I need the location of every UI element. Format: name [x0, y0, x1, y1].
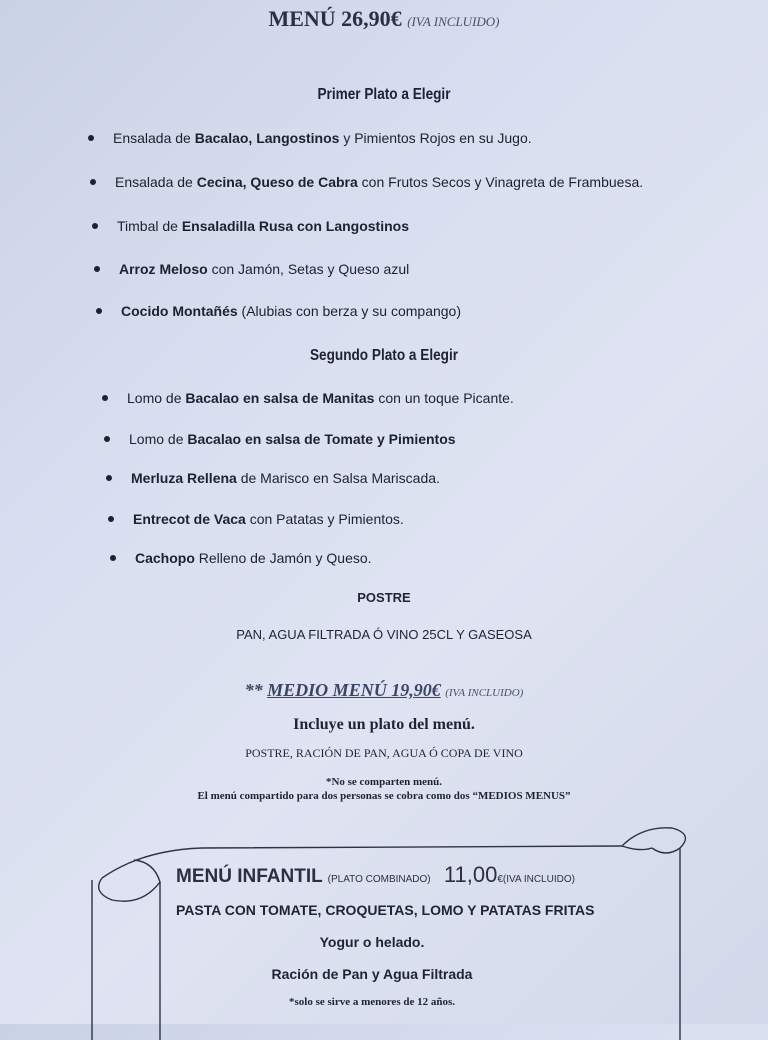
list-item: Arroz Meloso con Jamón, Setas y Queso azul	[94, 261, 409, 277]
menu-iva-note: (IVA INCLUIDO)	[407, 14, 500, 29]
bullet-icon	[110, 555, 116, 561]
list-item: Cocido Montañés (Alubias con berza y su compango)	[96, 303, 461, 319]
infantil-line-3: Ración de Pan y Agua Filtrada	[271, 966, 473, 982]
primer-plato-heading: Primer Plato a Elegir	[317, 86, 451, 103]
medio-line-3: *No se comparten menú.	[325, 776, 443, 788]
medio-menu-title	[0, 680, 768, 701]
menu-infantil-box	[92, 850, 678, 1040]
bullet-icon	[92, 223, 98, 229]
infantil-iva-note: €(IVA INCLUIDO)	[497, 874, 575, 885]
infantil-line-2: Yogur o helado.	[319, 934, 425, 950]
infantil-heading: MENÚ INFANTIL	[176, 866, 323, 887]
list-item: Cachopo Relleno de Jamón y Queso.	[110, 550, 372, 566]
menu-title	[0, 6, 768, 32]
medio-prefix: **	[244, 680, 268, 700]
bullet-icon	[94, 266, 100, 272]
segundo-plato-heading: Segundo Plato a Elegir	[309, 347, 459, 364]
medio-iva-note: (IVA INCLUIDO)	[445, 687, 524, 699]
bullet-icon	[104, 436, 110, 442]
list-item: Ensalada de Bacalao, Langostinos y Pimientos Rojos en su Jugo.	[88, 130, 532, 146]
medio-line-1: Incluye un plato del menú.	[293, 716, 475, 733]
bullet-icon	[88, 135, 94, 141]
list-item: Ensalada de Cecina, Queso de Cabra con Frutos Secos y Vinagreta de Frambuesa.	[90, 174, 643, 190]
bullet-icon	[108, 516, 114, 522]
infantil-subtitle: (PLATO COMBINADO)	[327, 874, 431, 885]
infantil-price: 11,00	[443, 862, 498, 887]
medio-line-4: El menú compartido para dos personas se cobra como dos “MEDIOS MENUS”	[197, 790, 571, 802]
infantil-line-4: *solo se sirve a menores de 12 años.	[288, 996, 455, 1008]
postre-heading: POSTRE	[357, 590, 411, 605]
list-item: Lomo de Bacalao en salsa de Tomate y Pimientos	[104, 431, 456, 447]
menu-price-title: MENÚ 26,90€	[268, 6, 402, 31]
list-item: Entrecot de Vaca con Patatas y Pimientos.	[108, 511, 404, 527]
bullet-icon	[90, 179, 96, 185]
list-item: Lomo de Bacalao en salsa de Manitas con un toque Picante.	[102, 390, 514, 406]
bullet-icon	[96, 308, 102, 314]
postre-line: PAN, AGUA FILTRADA Ó VINO 25CL Y GASEOSA	[236, 627, 532, 642]
medio-line-2: POSTRE, RACIÓN DE PAN, AGUA Ó COPA DE VINO	[245, 746, 523, 760]
infantil-title	[176, 862, 575, 888]
list-item: Timbal de Ensaladilla Rusa con Langostinos	[92, 218, 409, 234]
infantil-line-1: PASTA CON TOMATE, CROQUETAS, LOMO Y PATATAS FRITAS	[176, 902, 595, 918]
list-item: Merluza Rellena de Marisco en Salsa Mariscada.	[106, 470, 440, 486]
bullet-icon	[102, 395, 108, 401]
medio-price-title: MEDIO MENÚ 19,90€	[267, 680, 441, 700]
bullet-icon	[106, 475, 112, 481]
